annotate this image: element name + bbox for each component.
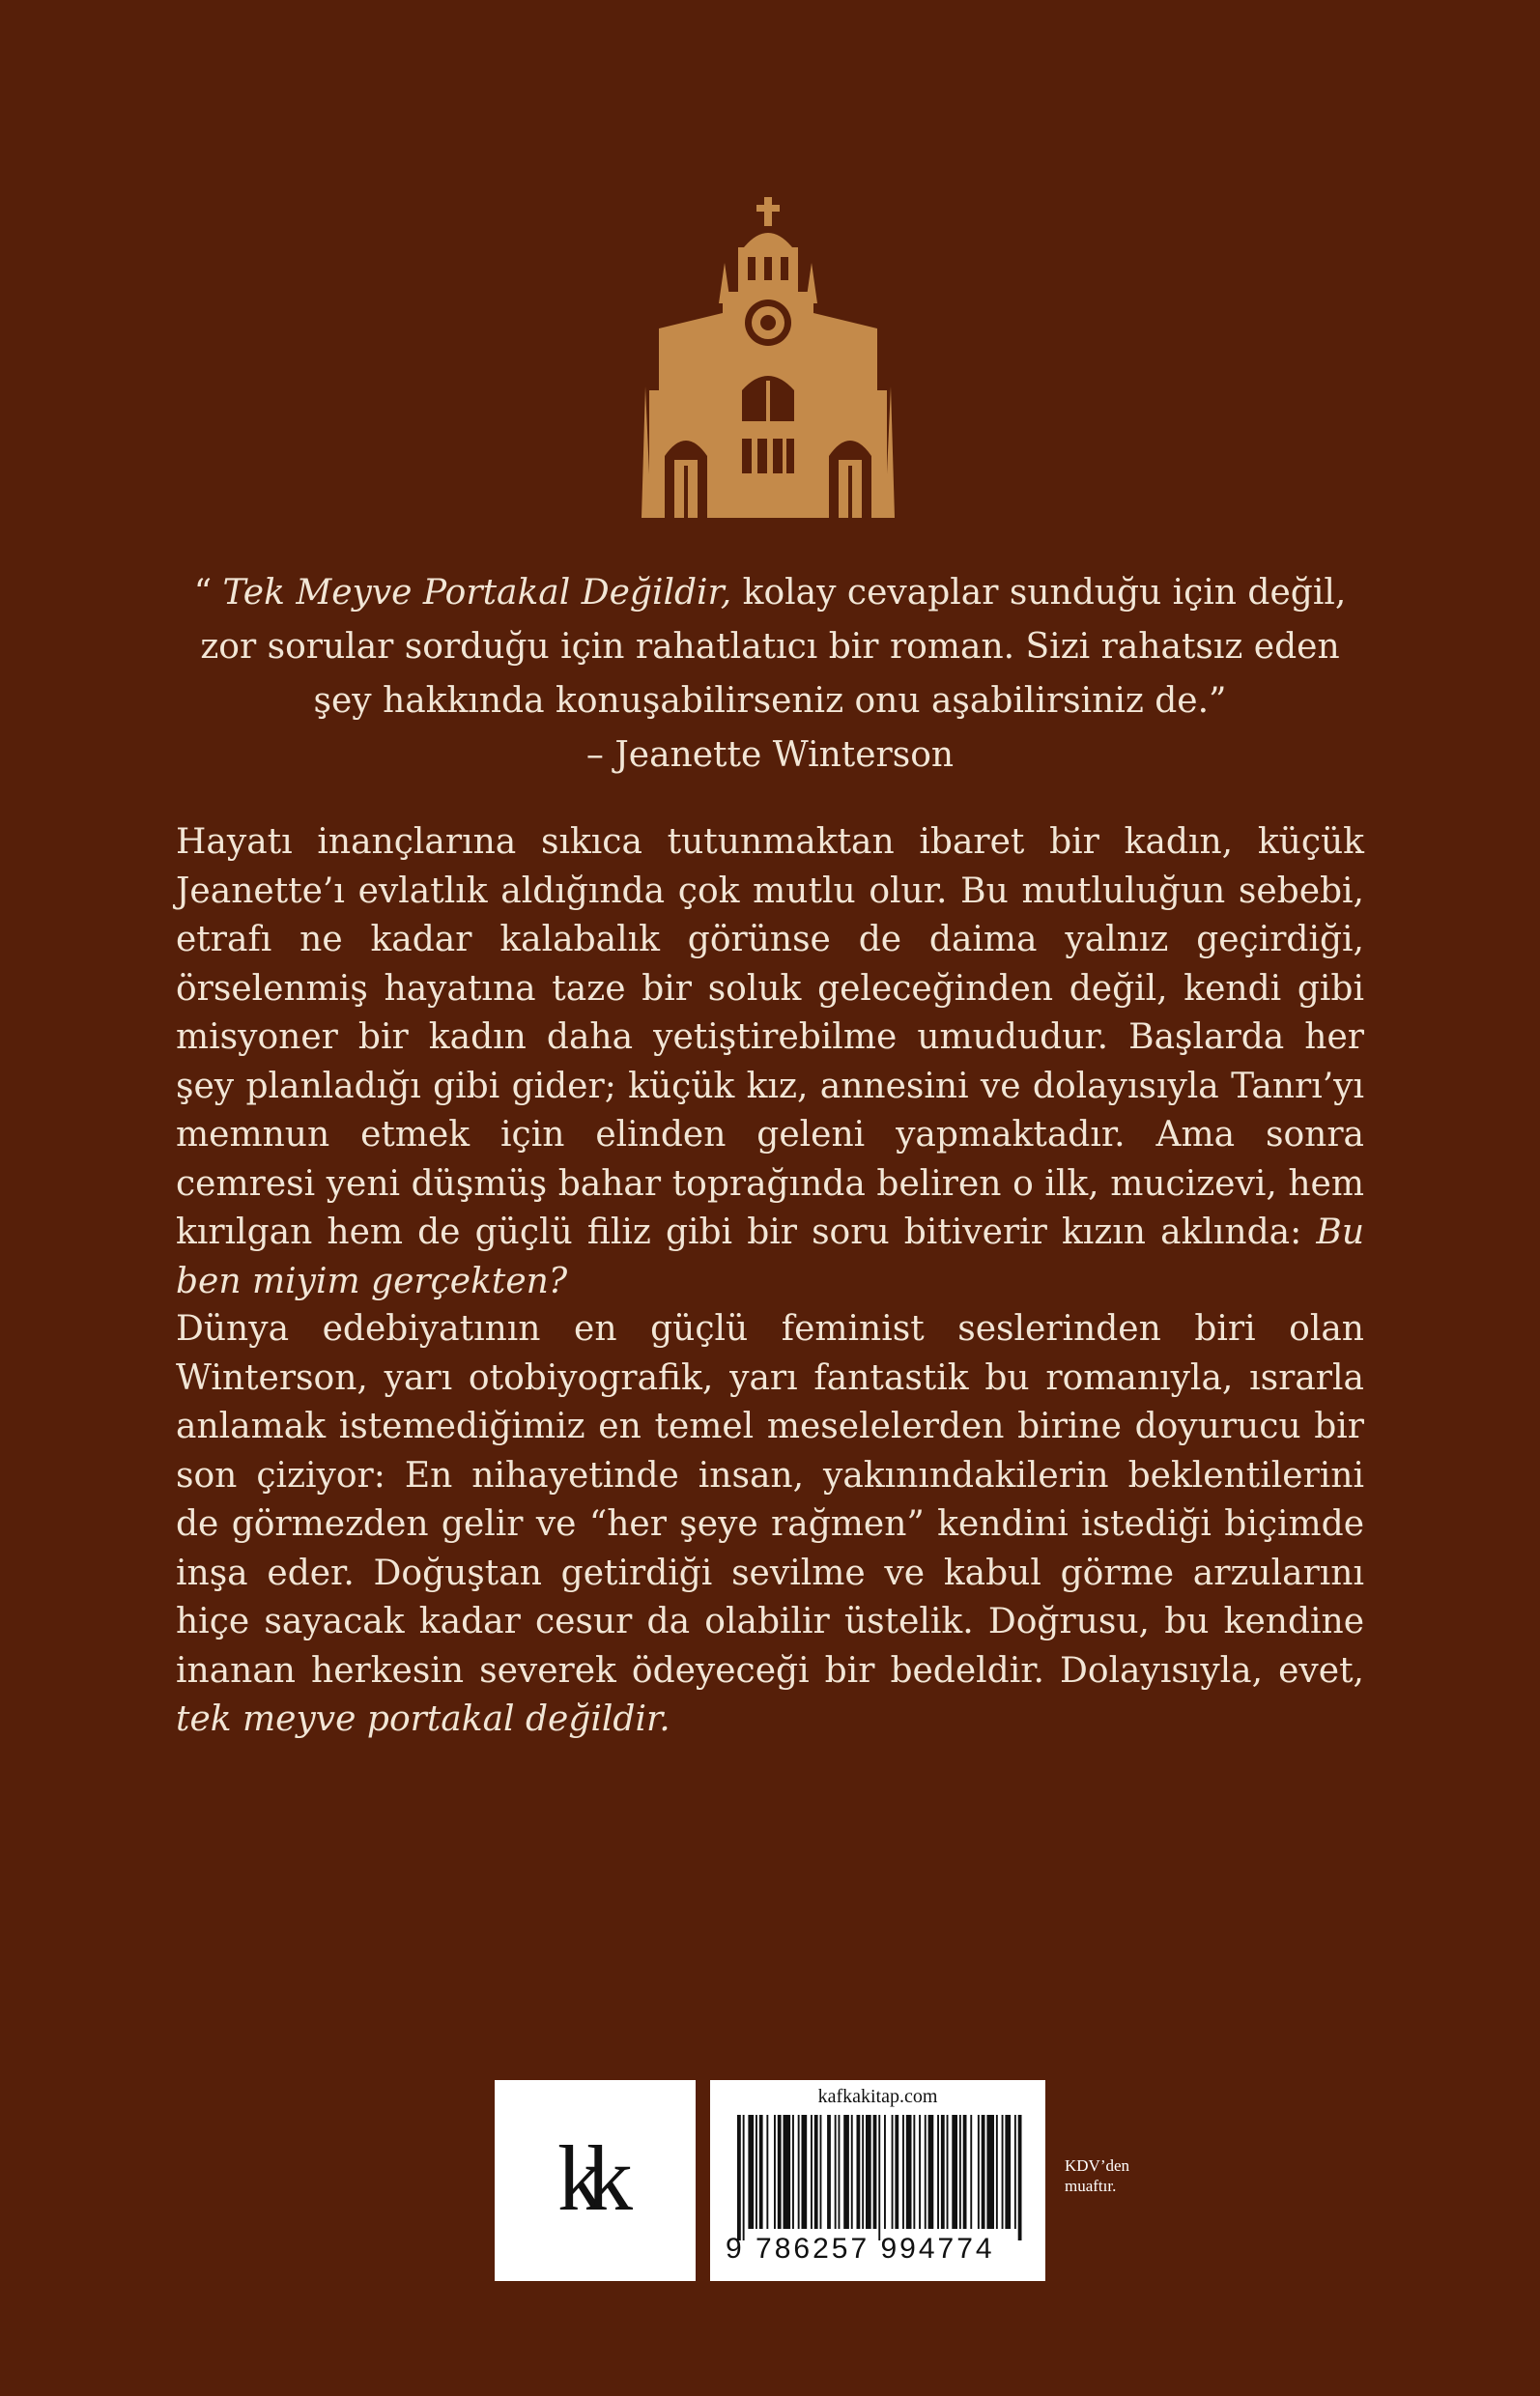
barcode-bar: [820, 2115, 822, 2229]
barcode-bar: [895, 2115, 898, 2229]
paragraph-2-italic-ending: tek meyve portakal değildir.: [176, 1699, 670, 1739]
barcode-bar: [906, 2115, 912, 2229]
barcode-bar: [996, 2115, 998, 2229]
quote-book-title: Tek Meyve Portakal Değildir,: [222, 573, 732, 613]
barcode-bar: [978, 2115, 980, 2229]
barcode-bar: [862, 2115, 864, 2229]
barcode-bar: [811, 2115, 813, 2229]
barcode-bar: [892, 2115, 894, 2229]
barcode-bar: [959, 2115, 961, 2229]
barcode-bars: [737, 2115, 1023, 2240]
barcode-bar: [928, 2115, 934, 2229]
barcode-bar: [982, 2115, 985, 2229]
barcode-bar: [759, 2115, 763, 2229]
barcode-bar: [851, 2115, 853, 2229]
barcode-bar: [766, 2115, 768, 2229]
quote-open-mark: “: [193, 573, 213, 613]
kafka-kk-logo-icon: kk: [557, 2126, 615, 2230]
barcode-bar: [814, 2115, 818, 2229]
isbn-digits: 9 786257 994774: [726, 2233, 995, 2265]
barcode-bar: [970, 2115, 972, 2229]
barcode-bar: [873, 2115, 877, 2229]
barcode-bar: [737, 2115, 741, 2240]
blurb-paragraph-2: [176, 1305, 1364, 1745]
quote-attribution: – Jeanette Winterson: [585, 735, 955, 775]
barcode-bar: [941, 2115, 945, 2229]
barcode-bar: [902, 2115, 904, 2229]
church-icon: [642, 197, 895, 518]
barcode-bar: [784, 2115, 791, 2229]
barcode-bar: [884, 2115, 886, 2229]
barcode-bar: [839, 2115, 841, 2229]
publisher-logo-box: [495, 2080, 696, 2281]
barcode-bar: [778, 2115, 782, 2229]
barcode-bar: [913, 2115, 915, 2229]
quote-text: kolay cevaplar sunduğu için değil, zor sorular sorduğu için rahatlatıcı bir roman. Sizi rahatsız eden şey hakkında konuşabilirseniz onu aşabilirsiniz de.”: [200, 573, 1347, 721]
paragraph-1-text: Hayatı inançlarına sıkıca tutunmaktan ibaret bir kadın, küçük Jeanette’ı evlatlık aldığında çok mutlu olur. Bu mutluluğun sebebi, etrafı ne kadar kalabalık görünse de daima yalnız geçirdiği, örselenmiş hayatına taze bir soluk geleceğinden değil, kendi gibi misyoner bir kadın daha yetiştirebilme umududur. Başlarda her şey planladığı gibi gider; küçük kız, annesini ve dolayısıyla Tanrı’yı memnun etmek için elinden geleni yapmaktadır. Ama sonra cemresi yeni düşmüş bahar toprağında beliren o ilk, mucizevi, hem kırılgan hem de güçlü filiz gibi bir soru bitiverir kızın aklında:: [176, 822, 1364, 1252]
barcode-bar: [774, 2115, 776, 2229]
paragraph-2-text: Dünya edebiyatının en güçlü feminist seslerinden biri olan Winterson, yarı otobiyografik, yarı fantastik bu romanıyla, ısrarla anlamak istemediğimiz en temel meselelerden birine doyurucu bir son çiziyor: En nihayetinde insan, yakınındakilerin beklentilerini de görmezden gelir ve “her şeye rağmen” kendini istediği biçimde inşa eder. Doğuştan getirdiği sevilme ve kabul görme arzularını hiçe sayacak kadar cesur da olabilir üstelik. Doğrusu, bu kendine inanan herkesin severek ödeyeceği bir bedeldir. Dolayısıyla, evet,: [176, 1309, 1364, 1691]
barcode-bar: [756, 2115, 757, 2229]
barcode-bar: [792, 2115, 794, 2229]
publisher-website: kafkakitap.com: [817, 2086, 938, 2107]
blurb-paragraph-1: [176, 818, 1364, 1306]
barcode-bar: [1002, 2115, 1004, 2229]
barcode-bar: [748, 2115, 754, 2229]
barcode-bar: [843, 2115, 849, 2229]
barcode-bar: [986, 2115, 994, 2229]
barcode-bar: [963, 2115, 967, 2229]
barcode-bar: [743, 2115, 745, 2240]
endorsement-quote: [176, 566, 1364, 783]
barcode-bar: [798, 2115, 800, 2229]
barcode-bar: [1014, 2115, 1016, 2229]
barcode-bar: [866, 2115, 871, 2229]
barcode-bar: [925, 2115, 927, 2229]
barcode-bar: [857, 2115, 861, 2229]
barcode-bar: [802, 2115, 808, 2229]
tax-exempt-note: KDV’den muaftır.: [1065, 2156, 1130, 2195]
barcode-bar: [937, 2115, 939, 2229]
paragraph-1-italic-question: Bu ben miyim gerçekten?: [176, 1212, 1364, 1301]
barcode-bar: [835, 2115, 837, 2229]
barcode-bar: [952, 2115, 957, 2229]
barcode-bar: [878, 2115, 880, 2240]
barcode-bar: [827, 2115, 831, 2229]
barcode-bar: [1005, 2115, 1011, 2229]
barcode-box: [710, 2080, 1045, 2281]
barcode-bar: [919, 2115, 921, 2229]
barcode-bar: [1018, 2115, 1022, 2240]
barcode-bar: [947, 2115, 949, 2229]
